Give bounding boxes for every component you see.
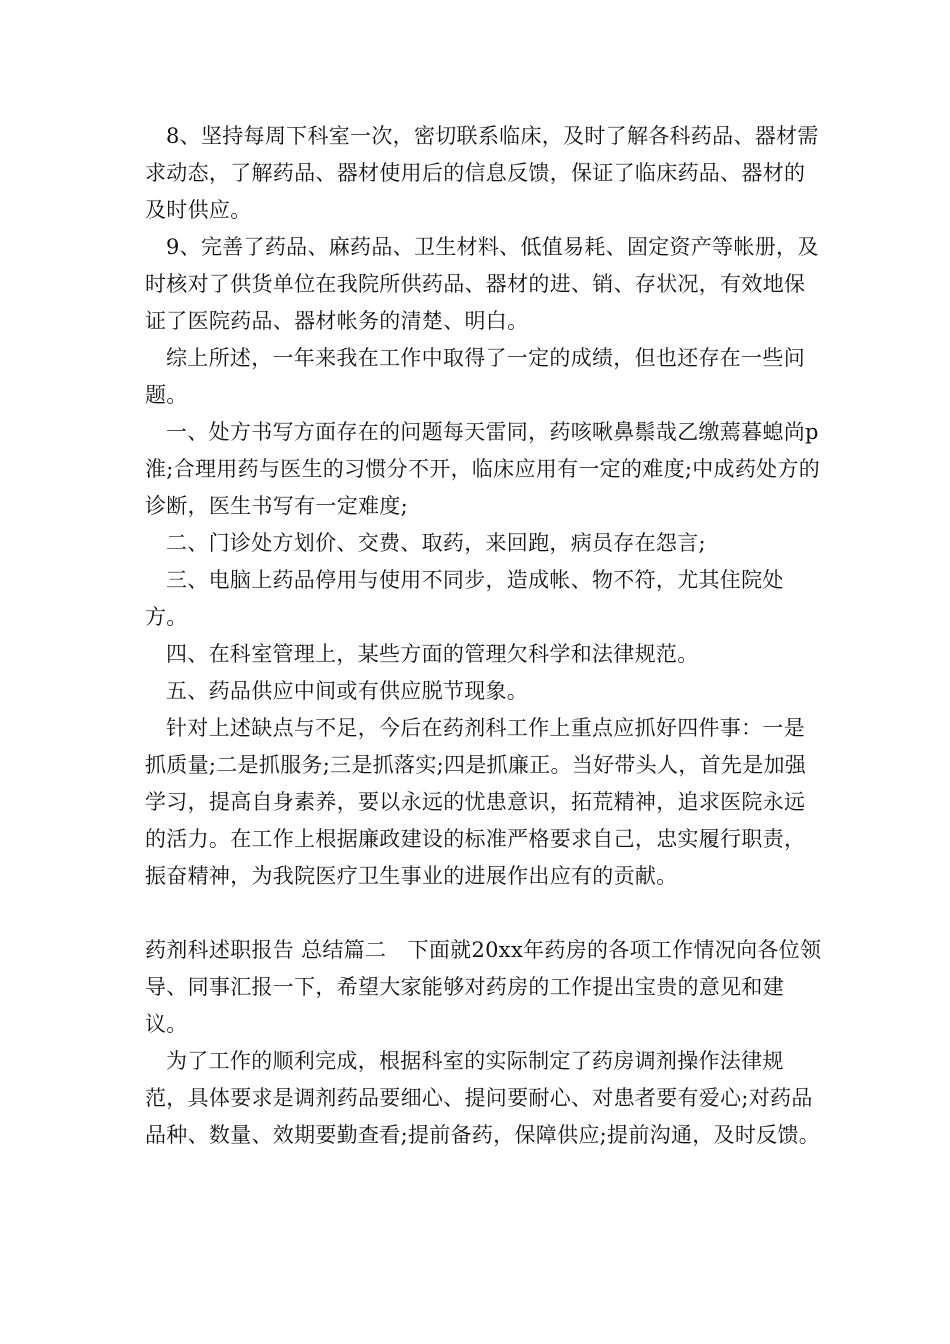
paragraph-issue-1: 一、处方书写方面存在的问题每天雷同，药咳啾鼻鬃哉乙缴蔫暮螅尚p淮;合理用药与医生的习惯分不开，临床应用有一定的难度;中成药处方的诊断，医生书写有一定难度; xyxy=(145,420,821,518)
paragraph-issue-4: 四、在科室管理上，某些方面的管理欠科学和法律规范。 xyxy=(166,642,699,666)
paragraph-issue-3: 三、电脑上药品停用与使用不同步，造成帐、物不符，尤其住院处方。 xyxy=(145,568,784,629)
paragraph-dispensing-rules: 为了工作的顺利完成，根据科室的实际制定了药房调剂操作法律规范，具体要求是调剂药品要细心、提问要耐心、对患者要有爱心;对药品品种、数量、效期要勤查看;提前备药，保障供应;提前沟通，及时反馈。 xyxy=(145,1049,821,1147)
paragraph-item-8: 8、坚持每周下科室一次，密切联系临床，及时了解各科药品、器材需求动态，了解药品、器材使用后的信息反馈，保证了临床药品、器材的及时供应。 xyxy=(145,124,819,222)
paragraph-item-9: 9、完善了药品、麻药品、卫生材料、低值易耗、固定资产等帐册，及时核对了供货单位在我院所供药品、器材的进、销、存状况，有效地保证了医院药品、器材帐务的清楚、明白。 xyxy=(145,235,819,333)
paragraph-section-two-intro: 药剂科述职报告 总结篇二 下面就20xx年药房的各项工作情况向各位领导、同事汇报一下，希望大家能够对药房的工作提出宝贵的意见和建议。 xyxy=(145,938,822,1036)
paragraph-issue-2: 二、门诊处方划价、交费、取药，来回跑，病员存在怨言; xyxy=(166,531,706,555)
paragraph-issue-5: 五、药品供应中间或有供应脱节现象。 xyxy=(166,679,529,703)
paragraph-summary: 综上所述，一年来我在工作中取得了一定的成绩，但也还存在一些问题。 xyxy=(145,346,805,407)
paragraph-plan: 针对上述缺点与不足，今后在药剂科工作上重点应抓好四件事：一是抓质量;二是抓服务;三是抓落实;四是抓廉正。当好带头人，首先是加强学习，提高自身素养，要以永远的忧患意识，拓荒精神，追求医院永远的活力。在工作上根据廉政建设的标准严格要求自己，忠实履行职责，振奋精神，为我院医疗卫生事业的进展作出应有的贡献。 xyxy=(145,716,807,888)
